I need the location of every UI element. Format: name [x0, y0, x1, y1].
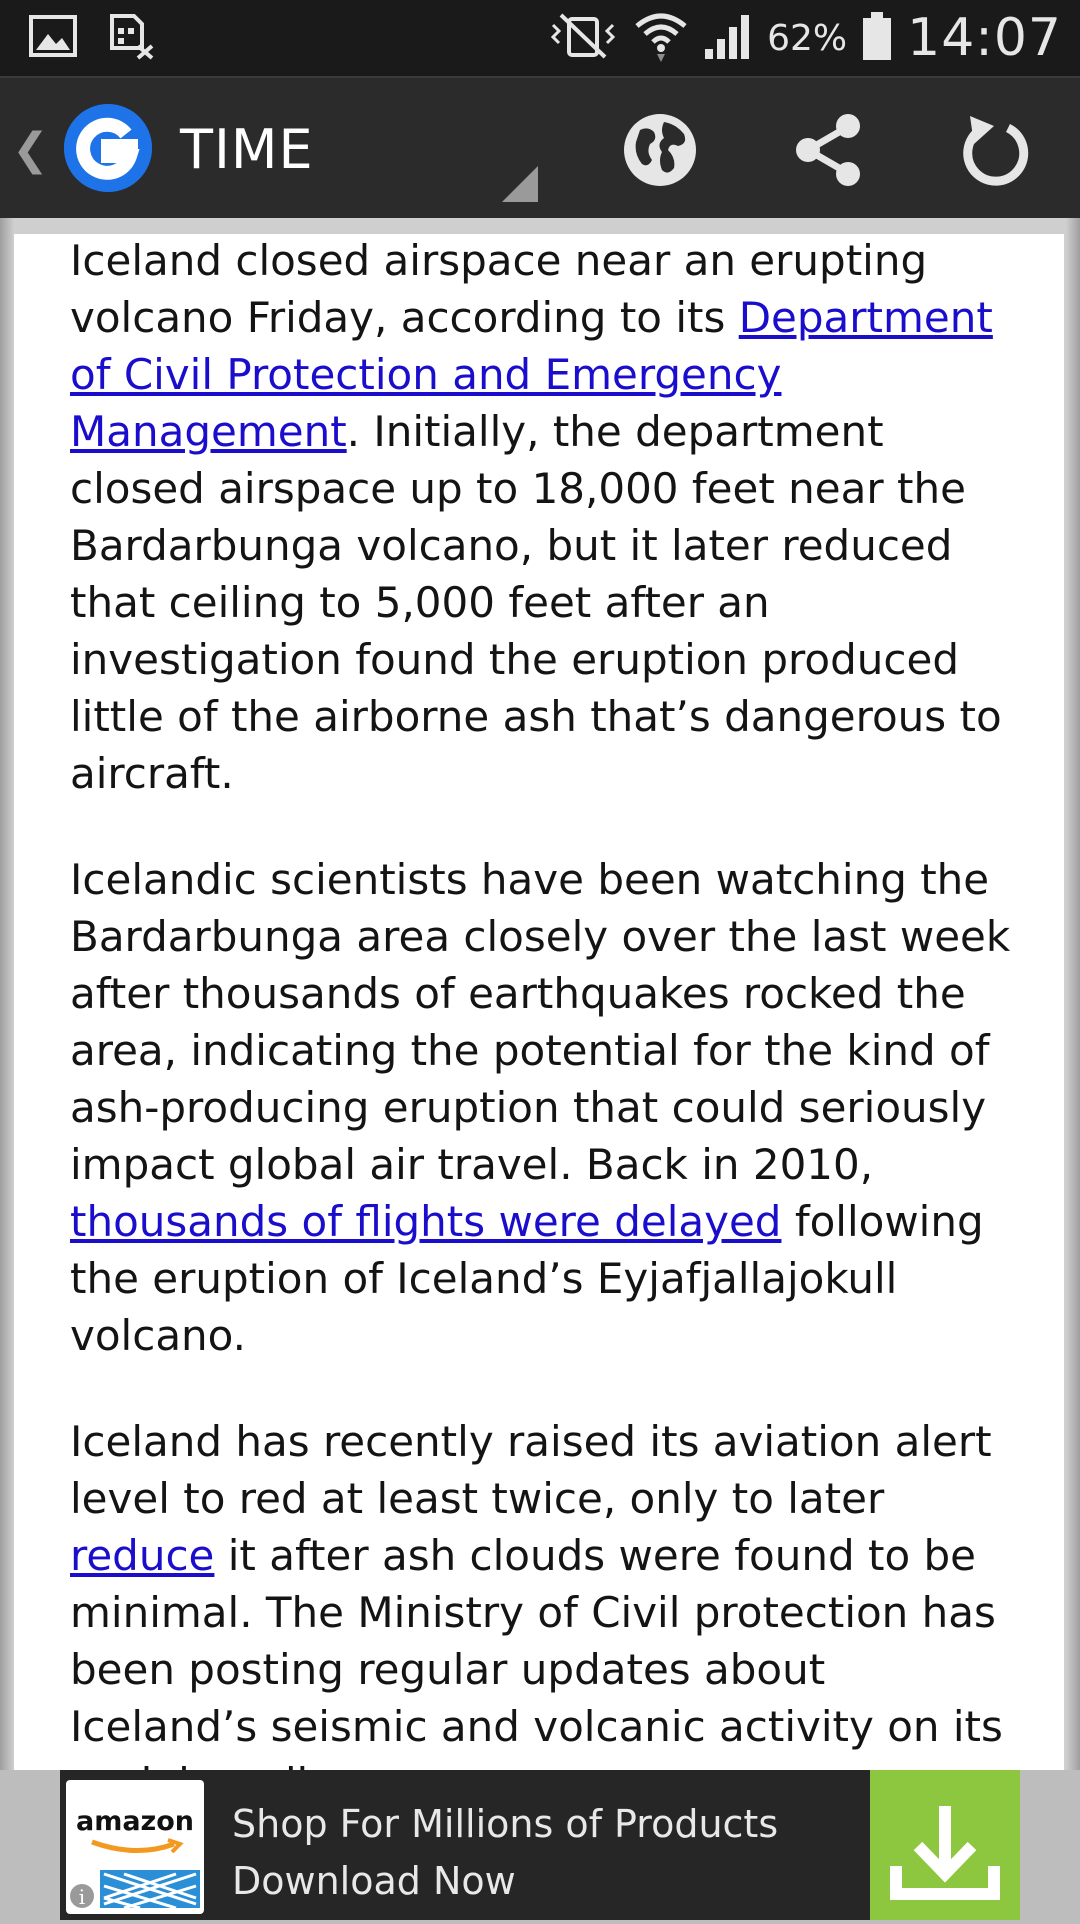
ad-headline: Shop For Millions of Products	[232, 1802, 779, 1846]
amazon-app-logo[interactable]	[66, 1780, 204, 1914]
amazon-smile-icon	[86, 1838, 186, 1856]
paragraph-text: following the eruption of Iceland’s Eyjafjallajokull volcano.	[70, 1197, 984, 1360]
ad-download-button[interactable]	[870, 1770, 1020, 1920]
article-paragraph	[70, 232, 1025, 802]
article-paragraph	[70, 851, 1025, 1364]
article-webview[interactable]	[14, 234, 1064, 1770]
link-civil-protection-department[interactable]: Department of Civil Protection and Emergency Management	[70, 293, 993, 456]
gallery-icon	[28, 14, 78, 62]
paragraph-text: it after ash clouds were found to be minimal. The Ministry of Civil protection has been posting regular updates about Iceland’s seismic and volcanic activity on its	[70, 1531, 1003, 1751]
g-logo-icon	[64, 104, 152, 192]
shopping-cart-icon	[66, 1864, 204, 1914]
status-bar	[0, 0, 1080, 76]
dropdown-indicator-icon[interactable]	[502, 166, 540, 202]
sim-card-icon	[106, 12, 156, 64]
signal-icon	[703, 11, 753, 65]
paragraph-text: Iceland closed airspace near an erupting volcano Friday, according to its	[70, 236, 928, 342]
globe-icon[interactable]	[618, 108, 702, 192]
link-flights-delayed[interactable]: thousands of flights were delayed	[70, 1197, 782, 1246]
download-icon	[870, 1770, 1020, 1920]
amazon-logo-text: amazon	[75, 1806, 195, 1837]
ad-info-icon[interactable]: i	[78, 1885, 86, 1909]
link-reduce[interactable]: reduce	[70, 1531, 215, 1580]
status-clock: 14:07	[907, 8, 1062, 68]
wifi-icon	[633, 8, 689, 68]
action-bar	[0, 76, 1080, 220]
battery-icon	[861, 10, 893, 66]
article-body	[70, 232, 1025, 1861]
paragraph-text: . Initially, the department closed airspace up to 18,000 feet near the Bardarbunga volcano, but it later reduced that ceiling to 5,000 feet after an investigation found the eruption produced little of the airborne ash that’s dangerous to aircraft.	[70, 407, 1002, 798]
article-paragraph	[70, 1413, 1025, 1812]
app-logo[interactable]	[64, 104, 152, 192]
back-chevron-icon[interactable]: ❮	[12, 124, 49, 175]
ad-banner[interactable]	[60, 1770, 1020, 1920]
paragraph-text: Iceland has recently raised its aviation alert level to red at least twice, only to later	[70, 1417, 992, 1523]
ad-text[interactable]	[232, 1796, 778, 1910]
battery-percent: 62%	[767, 17, 848, 59]
ad-subline: Download Now	[232, 1859, 516, 1903]
vibrate-mute-icon	[547, 11, 619, 65]
paragraph-text: Icelandic scientists have been watching the Bardarbunga area closely over the last week after thousands of earthquakes rocked the area, indicating the potential for the kind of ash-producing eruption that could seriously impact global air travel. Back in 2010,	[70, 855, 1011, 1189]
app-title[interactable]: TIME	[180, 118, 314, 181]
refresh-icon[interactable]	[952, 108, 1036, 192]
share-icon[interactable]	[786, 108, 870, 192]
